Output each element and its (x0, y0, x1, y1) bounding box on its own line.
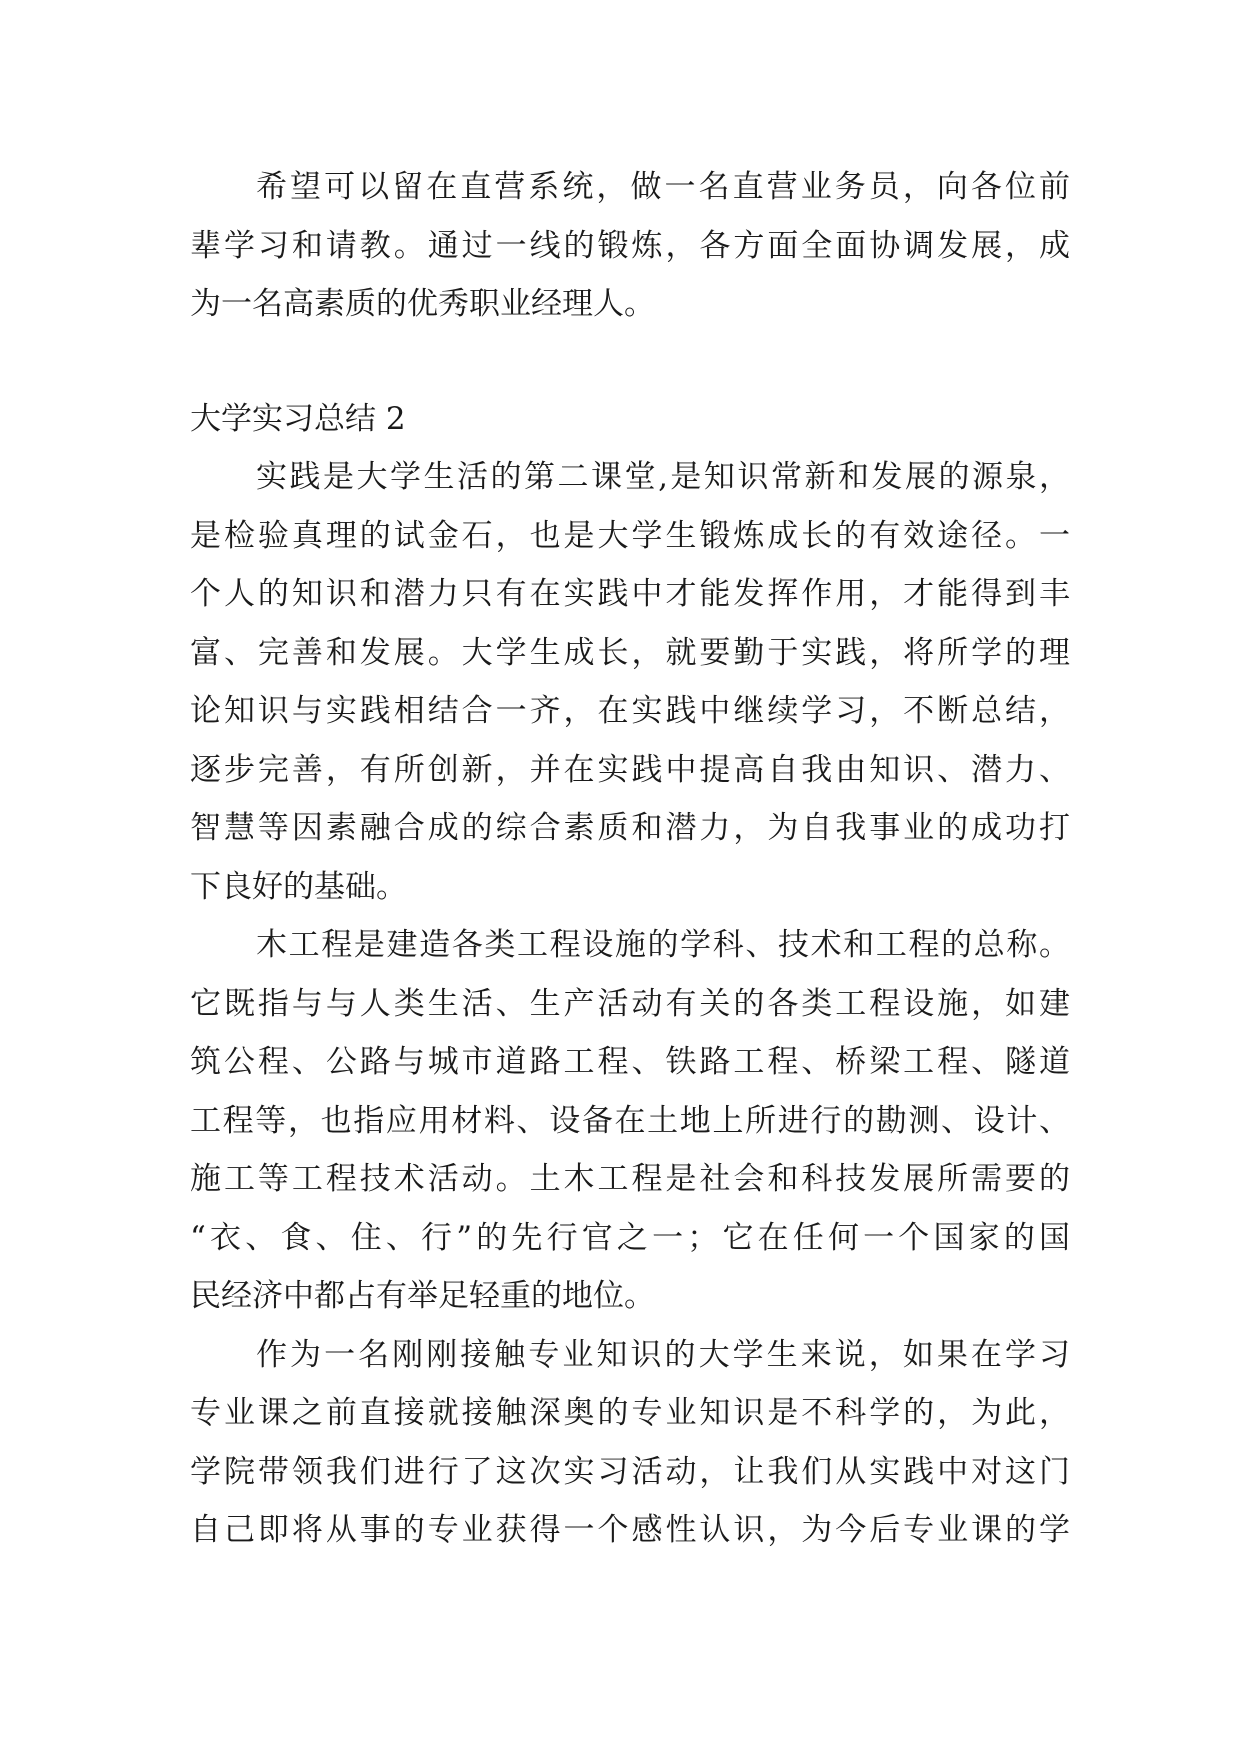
paragraph-line: 是检验真理的试金石，也是大学生锻炼成长的有效途径。一 (190, 517, 1070, 554)
paragraph-line: 它既指与与人类生活、生产活动有关的各类工程设施，如建 (190, 985, 1070, 1022)
paragraph-line: 作为一名刚刚接触专业知识的大学生来说，如果在学习 (256, 1336, 1070, 1373)
paragraph-line: 自己即将从事的专业获得一个感性认识，为今后专业课的学 (190, 1512, 1070, 1548)
paragraph-line: 辈学习和请教。通过一线的锻炼，各方面全面协调发展，成 (190, 227, 1070, 264)
paragraph-line: 富、完善和发展。大学生成长，就要勤于实践，将所学的理 (190, 634, 1070, 671)
paragraph-practice (190, 448, 1070, 916)
paragraph-line: 木工程是建造各类工程设施的学科、技术和工程的总称。 (256, 927, 1070, 963)
paragraph-line: 实践是大学生活的第二课堂,是知识常新和发展的源泉， (256, 459, 1070, 495)
section-heading: 大学实习总结 2 (190, 400, 406, 437)
paragraph-line: 论知识与实践相结合一齐，在实践中继续学习，不断总结， (190, 693, 1070, 729)
paragraph-line: 专业课之前直接就接触深奥的专业知识是不科学的，为此， (190, 1395, 1070, 1431)
paragraph-line: 希望可以留在直营系统，做一名直营业务员，向各位前 (256, 169, 1070, 205)
paragraph-internship (190, 1326, 1070, 1560)
paragraph-line: 智慧等因素融合成的综合素质和潜力，为自我事业的成功打 (190, 810, 1070, 846)
document-body (190, 158, 1070, 1560)
paragraph-line: 为一名高素质的优秀职业经理人。 (190, 286, 655, 322)
paragraph-gap (190, 334, 1070, 390)
paragraph-line: 民经济中都占有举足轻重的地位。 (190, 1278, 655, 1314)
intro-paragraph (190, 158, 1070, 334)
paragraph-line: 逐步完善，有所创新，并在实践中提高自我由知识、潜力、 (190, 751, 1070, 788)
paragraph-line: “衣、食、住、行”的先行官之一；它在任何一个国家的国 (190, 1219, 1070, 1256)
paragraph-line: 筑公程、公路与城市道路工程、铁路工程、桥梁工程、隧道 (190, 1044, 1070, 1080)
paragraph-line: 工程等，也指应用材料、设备在土地上所进行的勘测、设计、 (190, 1102, 1070, 1139)
paragraph-line: 学院带领我们进行了这次实习活动，让我们从实践中对这门 (190, 1453, 1070, 1490)
paragraph-line: 个人的知识和潜力只有在实践中才能发挥作用，才能得到丰 (190, 576, 1070, 612)
paragraph-line: 施工等工程技术活动。土木工程是社会和科技发展所需要的 (190, 1161, 1070, 1197)
paragraph-civil-engineering (190, 916, 1070, 1326)
paragraph-line: 下良好的基础。 (190, 868, 407, 905)
